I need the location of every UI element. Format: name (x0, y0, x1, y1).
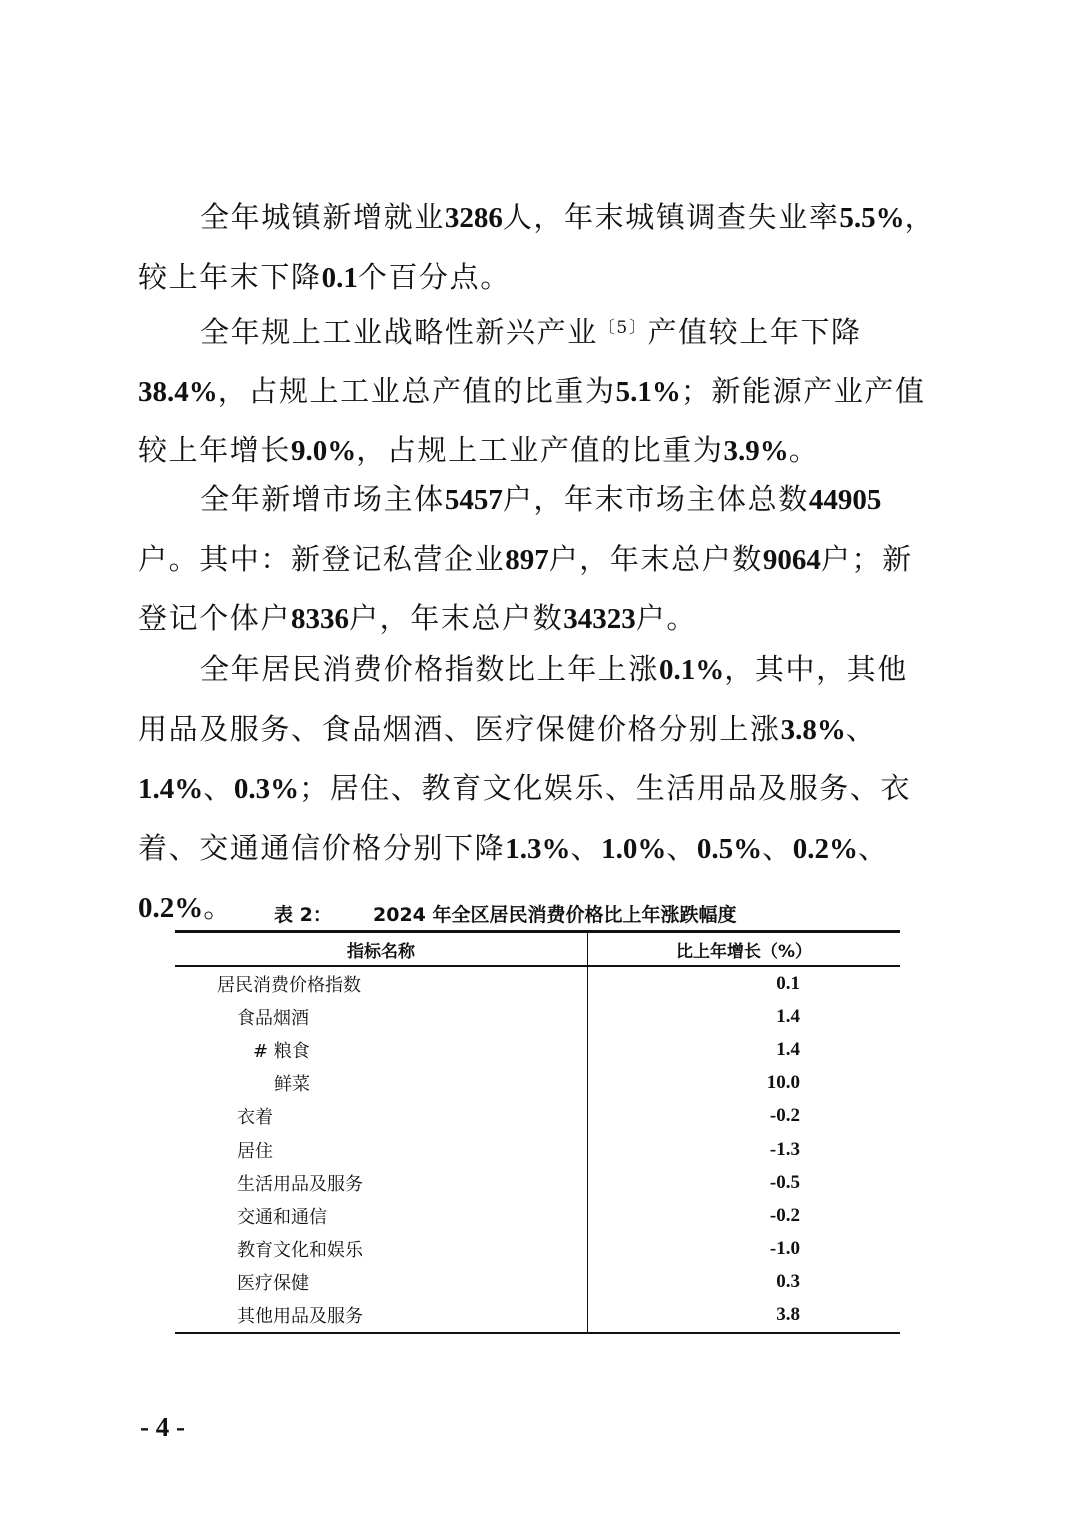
paragraph-market-entities: 全年新增市场主体5457户，年末市场主体总数44905户。其中：新登记私营企业897户，年末总户数9064户；新登记个体户8336户，年末总户数34323户。 (138, 482, 913, 635)
row-name: 食品烟酒 (175, 1000, 588, 1033)
row-name: 居民消费价格指数 (175, 966, 588, 1000)
table-row (175, 1199, 900, 1232)
row-name: # 粮食 (175, 1033, 588, 1066)
row-value: -1.3 (769, 1138, 800, 1160)
header-yoy-change: 比上年增长（%） (588, 932, 901, 967)
table-row (175, 966, 900, 1000)
table-row (175, 1133, 900, 1166)
paragraph-cpi: 全年居民消费价格指数比上年上涨0.1%，其中，其他用品及服务、食品烟酒、医疗保健价格分别上涨3.8%、1.4%、0.3%；居住、教育文化娱乐、生活用品及服务、衣着、交通通信价格分别下降1.3%、1.0%、0.5%、0.2%、0.2%。 (138, 652, 912, 924)
row-name: 交通和通信 (175, 1199, 588, 1232)
table-row (175, 1067, 900, 1100)
table-caption-label: 表 2： (274, 904, 332, 926)
row-value: -0.5 (769, 1171, 800, 1193)
row-value: 3.8 (588, 1299, 901, 1333)
row-name: 教育文化和娱乐 (175, 1233, 588, 1266)
row-value: 1.4 (776, 1005, 800, 1027)
paragraph-employment: 全年城镇新增就业3286人，年末城镇调查失业率5.5%，较上年末下降0.1个百分点。 (138, 200, 936, 294)
paragraph-industry: 全年规上工业战略性新兴产业$^{〔5〕}$产值较上年下降38.4%，占规上工业总产值的比重为5.1%；新能源产业产值较上年增长9.0%，占规上工业产值的比重为3.9%。 (138, 315, 926, 467)
table-row (175, 1100, 900, 1133)
row-value: 1.4 (776, 1038, 800, 1060)
row-name: 鲜菜 (175, 1067, 588, 1100)
cpi-table (175, 930, 900, 1334)
row-name: 衣着 (175, 1100, 588, 1133)
row-value: -1.0 (769, 1238, 800, 1260)
row-value: 0.3 (776, 1271, 800, 1293)
row-value: -0.2 (769, 1105, 800, 1127)
row-value: -0.2 (769, 1204, 800, 1226)
table-row (175, 1000, 900, 1033)
table-row (175, 1033, 900, 1066)
page-number: - 4 - (140, 1412, 185, 1442)
table-header-row (175, 932, 900, 967)
row-name: 居住 (175, 1133, 588, 1166)
row-value: 0.1 (776, 972, 800, 994)
table-row (175, 1266, 900, 1299)
table-row (175, 1299, 900, 1333)
row-value: 10.0 (766, 1072, 800, 1094)
row-name: 其他用品及服务 (175, 1299, 588, 1333)
row-name: 生活用品及服务 (175, 1166, 588, 1199)
footnote-ref: 〔5〕 (597, 318, 648, 338)
row-name: 医疗保健 (175, 1266, 588, 1299)
table-row (175, 1233, 900, 1266)
table-row (175, 1166, 900, 1199)
header-indicator-name: 指标名称 (175, 932, 588, 967)
table-caption-title: 2024 年全区居民消费价格比上年涨跌幅度 (373, 904, 737, 926)
